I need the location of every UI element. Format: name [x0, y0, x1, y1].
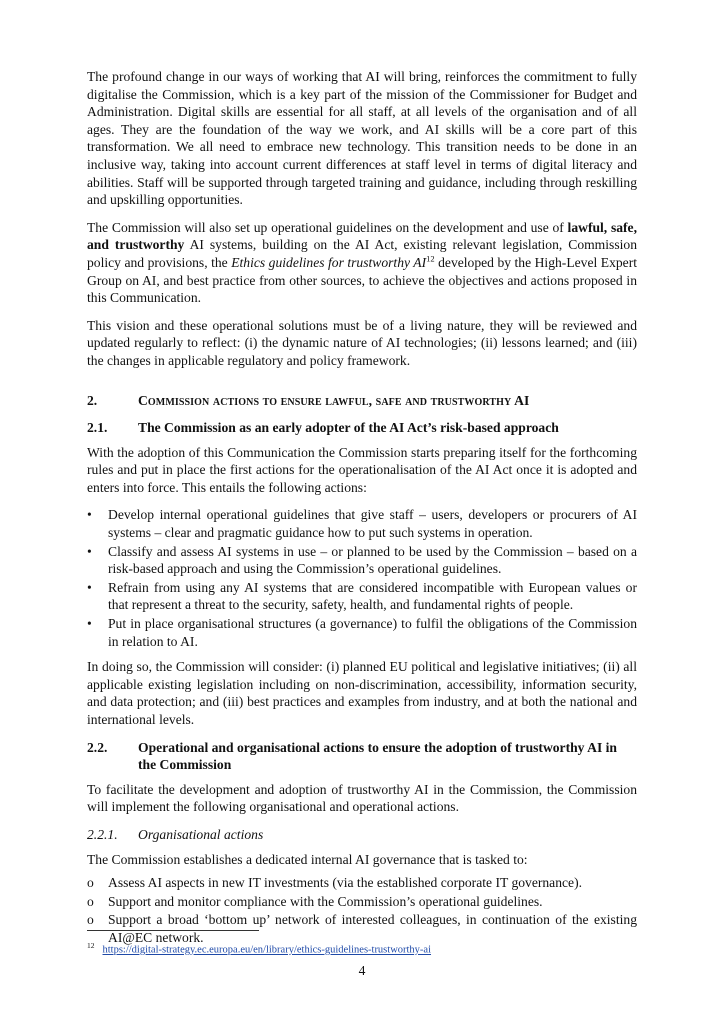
list-item-text: Support and monitor compliance with the Commission’s operational guidelines.: [108, 893, 543, 909]
list-item-text: Classify and assess AI systems in use – or planned to be used by the Commission – based on a risk-based approach and using the Commission’s operational guidelines.: [108, 543, 637, 577]
section-2-1-heading: [87, 419, 637, 437]
text-span: AI systems, building on the AI Act, existing relevant legislation, Commission policy and provisions, the: [87, 237, 637, 270]
list-item-text: Support a broad ‘bottom up’ network of interested colleagues, in continuation of the existing AI@EC network.: [108, 912, 637, 945]
footnote-divider: [87, 930, 259, 931]
list-item-text: Develop internal operational guidelines that give staff – users, developers or procurers of AI systems – clear and pragmatic guidance how to put such systems in operation.: [108, 507, 637, 541]
bold-text: lawful, safe, and trustworthy: [87, 219, 637, 253]
bullet-icon: •: [87, 507, 92, 523]
section-2-2-intro: To facilitate the development and adoption of trustworthy AI in the Commission, the Commission will implement the following organisational and operational actions.: [87, 781, 637, 815]
paragraph-operational-guidelines: [87, 219, 637, 307]
section-number: 2.2.: [87, 739, 108, 755]
italic-text: Ethics guidelines for trustworthy AI: [231, 254, 427, 270]
paragraph-living-nature: This vision and these operational solutions must be of a living nature, they will be reviewed and updated regularly to reflect: (i) the dynamic nature of AI technologies; (ii) lessons learned; and (iii) the changes in applicable regulatory and policy framework.: [87, 317, 637, 368]
footnote-link[interactable]: https://digital-strategy.ec.europa.eu/en/library/ethics-guidelines-trustworthy-ai: [102, 944, 432, 956]
section-2-2-1-intro: The Commission establishes a dedicated internal AI governance that is tasked to:: [87, 851, 528, 867]
bullet-icon: •: [87, 579, 92, 595]
circle-bullet-icon: o: [87, 912, 94, 928]
list-item: [87, 579, 637, 614]
section-title: The Commission as an early adopter of the AI Act’s risk-based approach: [138, 420, 559, 436]
section-2-2-1-heading: [87, 826, 637, 844]
list-item: [87, 506, 637, 541]
section-2-2-heading: [87, 739, 637, 774]
footnote: [87, 939, 431, 957]
list-item: [87, 874, 637, 892]
section-2-heading: [87, 392, 637, 410]
text-span: developed by the High-Level Expert Group on AI, and best practice from other sources, to achieve the objectives and actions proposed in this Communication.: [87, 254, 637, 306]
paragraph-digital-skills: The profound change in our ways of working that AI will bring, reinforces the commitment to fully digitalise the Commission, which is a key part of the mission of the Commissioner for Budget and Administration. Digital skills are essential for all staff, at all levels of the organisation and of all ages. They are the foundation of the way we work, and AI skills will be a core part of this transformation. We all need to embrace new technology. This transition needs to be done in an inclusive way, taking into account current differences at staff level in terms of digital literacy and abilities. Staff will be supported through targeted training and guidance, including through reskilling and upskilling opportunities.: [87, 69, 637, 208]
section-2-1-bullet-list: [87, 506, 637, 650]
section-2-1-intro: With the adoption of this Communication the Commission starts preparing itself for the forthcoming rules and put in place the first actions for the operationalisation of the AI Act once it is adopted and enters into force. This entails the following actions:: [87, 444, 637, 495]
list-item-text: Refrain from using any AI systems that are considered incompatible with European values or that represent a threat to the security, safety, health, and fundamental rights of people.: [108, 579, 637, 613]
section-number: 2.1.: [87, 420, 108, 436]
section-number: 2.: [87, 392, 98, 408]
list-item-text: Assess AI aspects in new IT investments (via the established corporate IT governance).: [108, 875, 583, 891]
section-title: Operational and organisational actions to ensure the adoption of trustworthy AI in the Commission: [138, 739, 617, 773]
list-item-text: Put in place organisational structures (a governance) to fulfil the obligations of the Commission in relation to AI.: [108, 616, 637, 649]
text-span: The Commission will also set up operational guidelines on the development and use of: [87, 219, 568, 235]
section-title: Organisational actions: [138, 826, 264, 842]
list-item: [87, 543, 637, 578]
circle-bullet-icon: o: [87, 893, 94, 909]
section-title: Commission actions to ensure lawful, safe and trustworthy AI: [138, 392, 530, 408]
section-2-1-closing: In doing so, the Commission will consider: (i) planned EU political and legislative initiatives; (ii) all applicable existing legislation including on non-discrimination, accessibility, information security, and data protection; and (iii) best practices and examples from industry, and at both the national and international levels.: [87, 659, 637, 727]
footnote-number: 12: [87, 941, 95, 950]
bullet-icon: •: [87, 616, 92, 632]
section-number: 2.2.1.: [87, 826, 118, 842]
footnote-reference[interactable]: 12: [426, 253, 435, 264]
list-item: [87, 615, 637, 650]
section-2-2-1-bullet-list: [87, 874, 637, 946]
bullet-icon: •: [87, 543, 92, 559]
list-item: [87, 893, 637, 911]
circle-bullet-icon: o: [87, 875, 94, 891]
page-number: 4: [358, 963, 366, 978]
